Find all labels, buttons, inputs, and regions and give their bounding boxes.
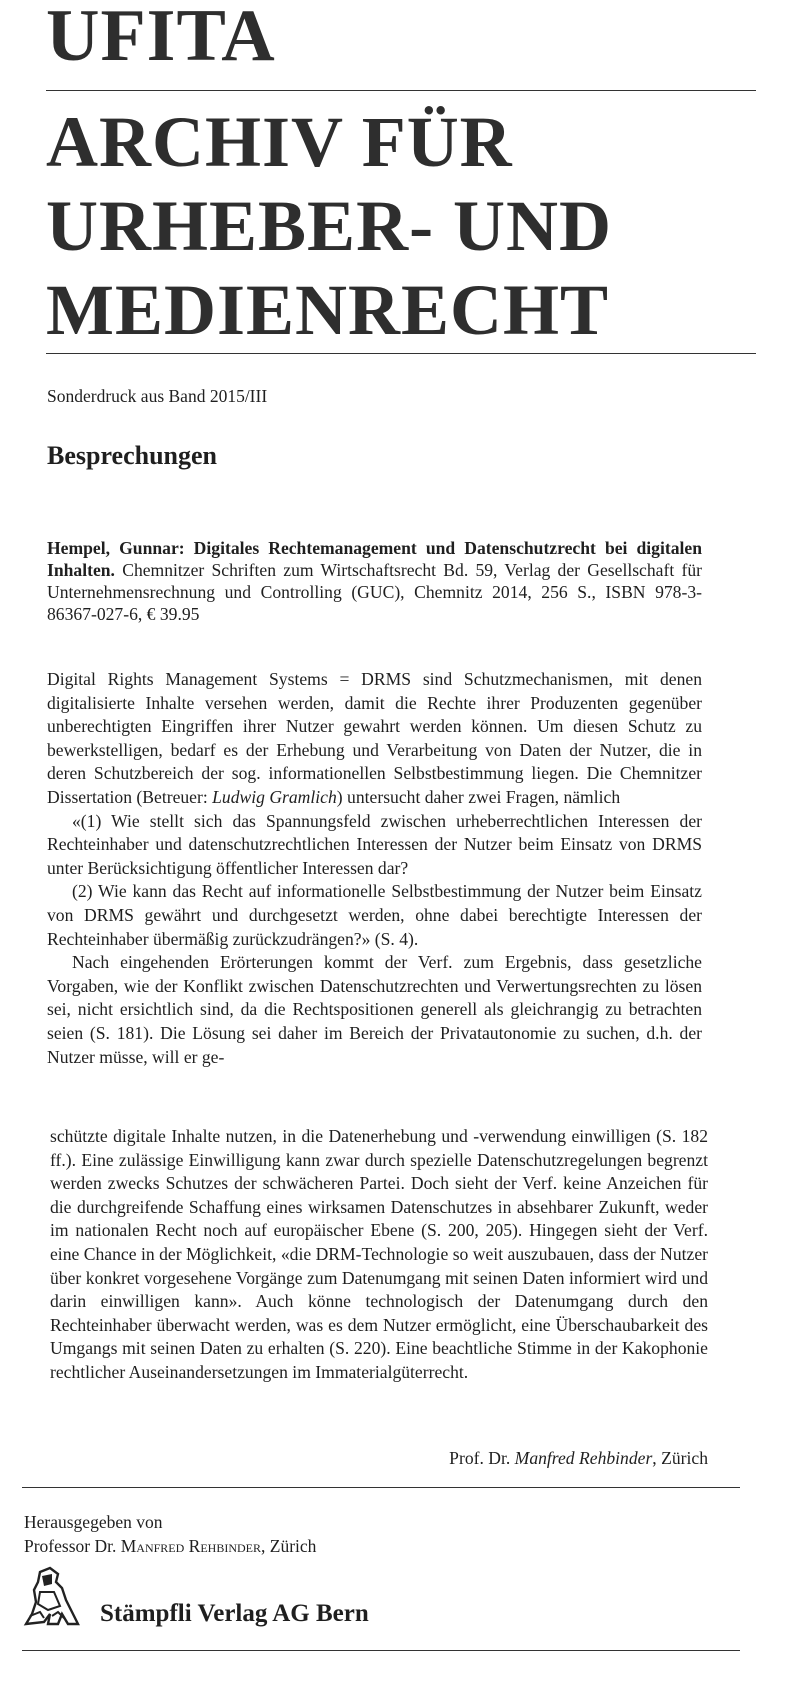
publisher-name: Stämpfli Verlag AG Bern (100, 1600, 369, 1627)
book-reference (47, 537, 702, 625)
book-reference-title: Hempel, Gunnar: Digitales Rechtemanagement und Datenschutzrecht bei digitalen Inhalten. (47, 538, 702, 580)
reviewer-name: Manfred Rehbinder (514, 1448, 653, 1468)
review-quote-2: (2) Wie kann das Recht auf informationelle Selbstbestimmung der Nutzer beim Einsatz von DRMS gewährt und durchgesetzt werden, ohne dabei berechtigte Interessen der Rechteinhaber übermäßig zurückzudrängen?» (S. 4). (47, 881, 702, 949)
subtitle-line-2: URHEBER- UND (46, 186, 613, 266)
editor-name: Manfred Rehbinder (120, 1536, 262, 1556)
review-paragraph-1: Digital Rights Management Systems = DRMS sind Schutzmechanismen, mit denen digitalisierte Inhalte versehen werden, damit die Rechte ihrer Produzenten gegenüber unberechtigten Eingriffen ihrer Nutzer gewahrt werden können. Um diesen Schutz zu bewerkstelligen, bedarf es der Erhebung und Verarbeitung von Daten der Nutzer, die in deren Schutzbereich der sog. informationellen Selbstbestimmung liegen. Die Chemnitzer Dissertation (Betreuer: Ludwig Gramlich) untersucht daher zwei Fragen, nämlich (47, 669, 702, 807)
review-paragraph-2: Nach eingehenden Erörterungen kommt der Verf. zum Ergebnis, dass gesetzliche Vorgaben, wie der Konflikt zwischen Datenschutzrechten und Verwertungsrechten zu lösen sei, nicht ersichtlich sind, da die Rechtspositionen generell als gleichrangig zu betrachten seien (S. 181). Die Lösung sei daher im Bereich der Privatautonomie zu suchen, d.h. der Nutzer müsse, will er ge- (47, 952, 702, 1067)
subtitle-line-1: ARCHIV FÜR (46, 102, 513, 182)
book-reference-details: Chemnitzer Schriften zum Wirtschaftsrecht Bd. 59, Verlag der Gesellschaft für Unternehmensrechnung und Controlling (GUC), Chemnitz 2014, 256 S., ISBN 978-3-86367-027-6, € 39.95 (47, 560, 702, 624)
footer-top-rule (22, 1487, 740, 1488)
review-quote-1: «(1) Wie stellt sich das Spannungsfeld zwischen urheberrechtlichen Interessen der Rechteinhaber und datenschutzrechtlichen Interessen der Nutzer beim Einsatz von DRMS unter Berücksichtigung öffentlicher Interessen dar? (47, 810, 702, 878)
review-body-part-2 (50, 1125, 708, 1385)
section-title: Besprechungen (47, 441, 217, 470)
publisher-info: Herausgegeben von Professor Dr. Manfred Rehbinder, Zürich (24, 1512, 317, 1556)
footer-bottom-rule (22, 1650, 740, 1651)
review-body-part-1 (47, 668, 702, 1069)
masthead-top-rule (46, 90, 756, 91)
publisher-line-1: Herausgegeben von (24, 1512, 163, 1532)
journal-title: UFITA (46, 0, 276, 77)
supervisor-name: Ludwig Gramlich (212, 786, 337, 807)
masthead-bottom-rule (46, 353, 756, 354)
journal-subtitle (46, 100, 612, 352)
subtitle-line-3: MEDIENRECHT (46, 270, 610, 350)
bear-logo-icon (22, 1566, 80, 1628)
offprint-note: Sonderdruck aus Band 2015/III (47, 386, 268, 406)
reviewer-signature: Prof. Dr. Manfred Rehbinder, Zürich (449, 1448, 708, 1468)
review-paragraph-3: schützte digitale Inhalte nutzen, in die Datenerhebung und -verwendung einwilligen (S. 182 ff.). Eine zulässige Einwilligung kann zwar durch spezielle Datenschutzregelungen begrenzt werden zwecks Schutzes der schwächeren Partei. Doch sieht der Verf. keine Anzeichen für die durchgreifende Schaffung eines wirksamen Datenschutzes in absehbarer Zukunft, weder im nationalen Recht noch auf europäischer Ebene (S. 200, 205). Hingegen sieht der Verf. eine Chance in der Möglichkeit, «die DRM-Technologie so weit auszubauen, dass der Nutzer über konkret vorgesehene Vorgänge zum Datenumgang mit seinen Daten informiert wird und darin einwilligen kann». Auch könne technologisch der Datenumgang durch den Rechteinhaber überwacht werden, was es dem Nutzer ermöglicht, eine Überschaubarkeit des Umgangs mit seinen Daten zu erhalten (S. 220). Eine beachtliche Stimme in der Kakophonie rechtlicher Auseinandersetzungen im Immaterialgüterrecht. (50, 1126, 708, 1382)
